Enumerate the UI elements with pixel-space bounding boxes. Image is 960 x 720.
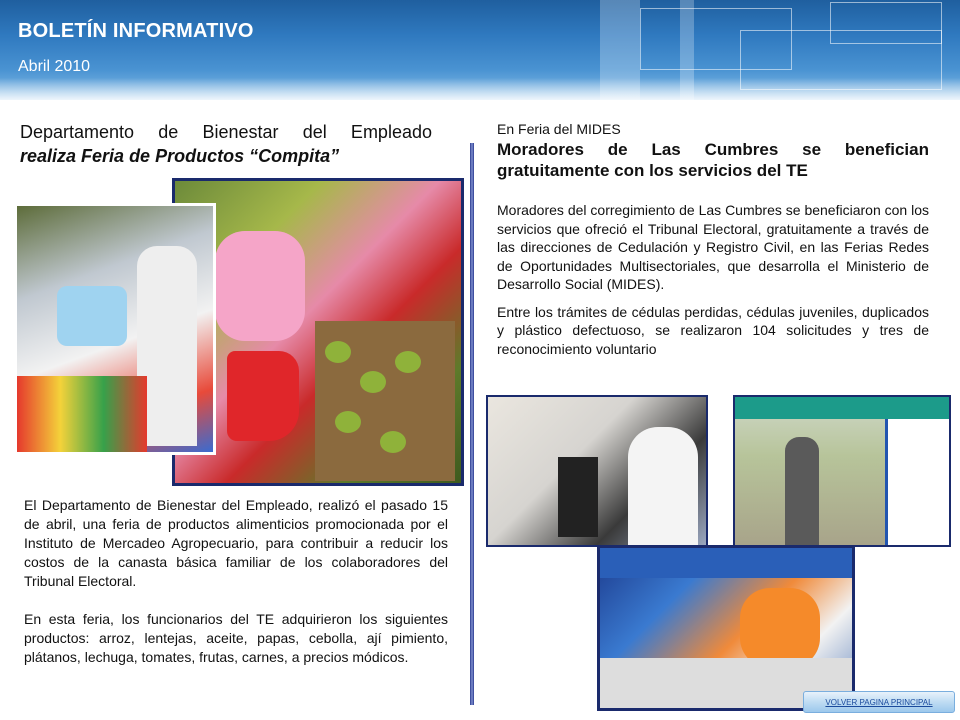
left-article-body xyxy=(24,496,448,686)
left-headline-line2: realiza Feria de Productos “Compita” xyxy=(20,146,340,166)
banner-glow xyxy=(0,78,960,100)
column-divider xyxy=(470,143,474,705)
registration-photo xyxy=(597,545,855,711)
back-to-main-button[interactable]: VOLVER PAGINA PRINCIPAL xyxy=(803,691,955,713)
right-paragraph-2: Entre los trámites de cédulas perdidas, cédulas juveniles, duplicados y plástico defectuoso, se realizaron 104 solicitudes y tres de reconocimiento voluntario xyxy=(497,303,929,357)
left-headline-line1: Departamento de Bienestar del Empleado xyxy=(20,122,432,142)
newsletter-date: Abril 2010 xyxy=(18,58,91,75)
right-headline-line1: Moradores de Las Cumbres se benefician xyxy=(497,140,929,159)
left-article-headline xyxy=(20,120,432,168)
cedulation-photo xyxy=(486,395,708,547)
right-article-kicker: En Feria del MIDES xyxy=(497,121,621,137)
right-paragraph-1: Moradores del corregimiento de Las Cumbres se beneficiaron con los servicios que ofreció el Tribunal Electoral, gratuitamente a través de las direcciones de Cedulación y Registro Civil, en las Ferias Redes de Oportunidades Multisectoriales, que desarrolla el Ministerio de Desarrollo Social (MIDES). xyxy=(497,202,929,292)
right-article-body xyxy=(497,201,929,367)
left-paragraph-2: En esta feria, los funcionarios del TE adquirieron los siguientes productos: arroz, lentejas, aceite, papas, cebolla, ají pimiento, plátanos, lechuga, tomates, frutas, carnes, a precios módicos. xyxy=(24,611,448,665)
right-article-headline xyxy=(497,139,929,181)
header-banner xyxy=(0,0,960,100)
stand-photo xyxy=(14,203,216,455)
banner-decor xyxy=(830,2,942,44)
booth-photo xyxy=(733,395,951,547)
newsletter-title: BOLETÍN INFORMATIVO xyxy=(18,20,254,42)
left-paragraph-1: El Departamento de Bienestar del Empleado, realizó el pasado 15 de abril, una feria de productos alimenticios promocionada por el Instituto de Mercadeo Agropecuario, para contribuir a reducir los costos de la canasta básica familiar de los colaboradores del Tribunal Electoral. xyxy=(24,497,448,589)
right-headline-line2: gratuitamente con los servicios del TE xyxy=(497,161,808,180)
